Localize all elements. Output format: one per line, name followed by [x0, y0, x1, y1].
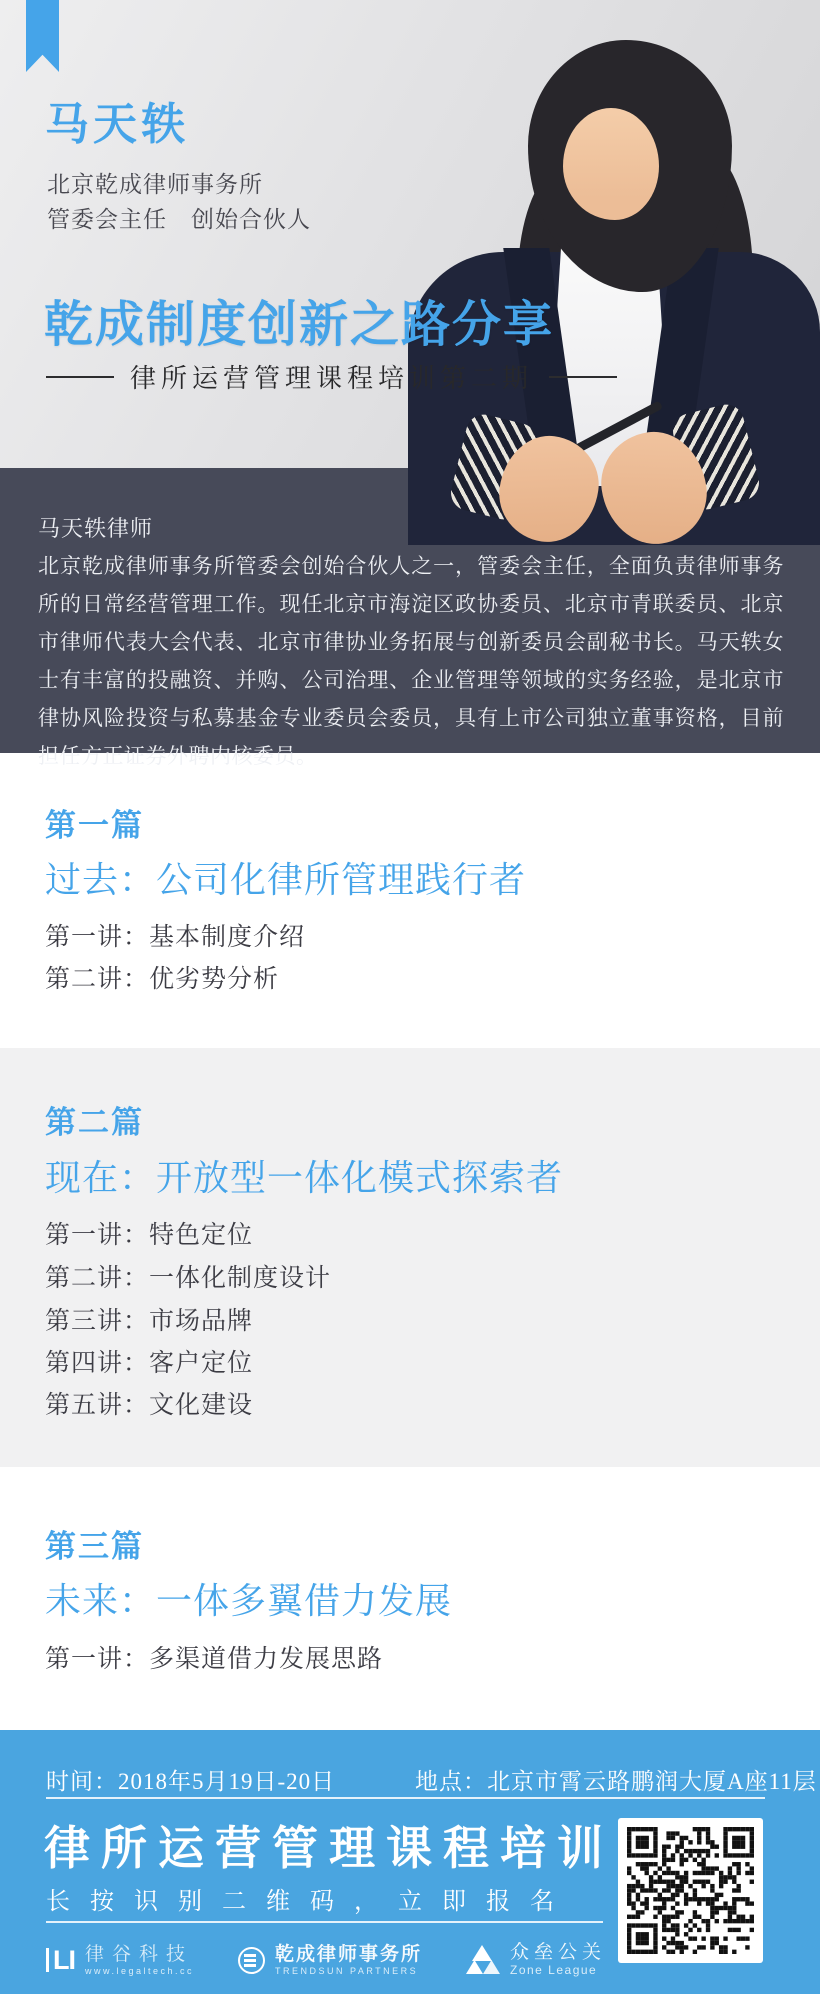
section2-lecture-4: 第四讲：客户定位 — [45, 1349, 254, 1377]
poster-subtitle-row — [46, 358, 617, 395]
zone-league-sub: Zone League — [509, 1963, 598, 1978]
event-time: 时间：2018年5月19日-20日 — [46, 1769, 336, 1794]
zone-league-triangles-icon — [466, 1945, 500, 1975]
footer-course-title: 律所运营管理课程培训 — [44, 1823, 614, 1874]
bookmark-ribbon-icon — [26, 0, 59, 72]
footer-divider-bottom — [46, 1921, 603, 1923]
qr-code[interactable] — [618, 1818, 763, 1963]
subtitle-dash-right — [549, 376, 617, 378]
poster-title: 乾成制度创新之路分享 — [44, 298, 555, 352]
speaker-name: 马天轶 — [45, 100, 189, 149]
section2-lecture-3: 第三讲：市场品牌 — [45, 1307, 254, 1335]
section3-title: 未来：一体多翼借力发展 — [45, 1580, 453, 1621]
trendsun-sub: TRENDSUN PARTNERS — [275, 1965, 419, 1976]
footer-divider-top — [46, 1797, 765, 1799]
section1-title: 过去：公司化律所管理践行者 — [45, 859, 527, 900]
poster-subtitle: 律所运营管理课程培训第二期 — [130, 364, 534, 393]
section2-lecture-2: 第二讲：一体化制度设计 — [45, 1264, 332, 1292]
trendsun-circle-icon — [238, 1947, 265, 1974]
section3-lecture-1: 第一讲：多渠道借力发展思路 — [45, 1645, 384, 1673]
header-section — [0, 0, 820, 468]
bio-heading: 马天轶律师 — [38, 516, 154, 541]
bio-text: 北京乾成律师事务所管委会创始合伙人之一，管委会主任，全面负责律师事务所的日常经营管理工作。现任北京市海淀区政协委员、北京市青联委员、北京市律师代表大会代表、北京市律协业务拓展与创新委员会副秘书长。马天轶女士有丰富的投融资、并购、公司治理、企业管理等领域的实务经验，是北京市律协风险投资与私募基金专业委员会委员，具有上市公司独立董事资格，目前担任方正证券外聘内核委员。 — [38, 555, 784, 768]
section2-title: 现在：开放型一体化模式探索者 — [45, 1157, 564, 1198]
photo-face — [563, 108, 659, 220]
footer-section — [0, 1730, 820, 1994]
section1-part-label: 第一篇 — [45, 808, 144, 843]
subtitle-dash-left — [46, 376, 114, 378]
legaltech-li-icon: LI — [46, 1948, 75, 1972]
section3-part-label: 第三篇 — [45, 1529, 144, 1564]
speaker-role: 管委会主任 创始合伙人 — [47, 206, 311, 232]
legaltech-url: www.legaltech.cc — [85, 1965, 195, 1976]
trendsun-name: 乾成律师事务所 — [275, 1943, 423, 1965]
logo-legaltech — [46, 1944, 194, 1976]
section2-lecture-1: 第一讲：特色定位 — [45, 1221, 254, 1249]
footer-cta: 长按识别二维码，立即报名 — [46, 1889, 574, 1915]
logo-zone-league — [466, 1942, 606, 1978]
footer-logos-row — [46, 1930, 606, 1990]
section1-lecture-1: 第一讲：基本制度介绍 — [45, 923, 306, 951]
section2-lecture-5: 第五讲：文化建设 — [45, 1391, 254, 1419]
legaltech-name: 律谷科技 — [85, 1943, 194, 1965]
zone-league-name: 众垒公关 — [509, 1942, 606, 1964]
section1-lecture-2: 第二讲：优劣势分析 — [45, 965, 280, 993]
speaker-org: 北京乾成律师事务所 — [47, 171, 263, 197]
section2-part-label: 第二篇 — [45, 1105, 144, 1140]
logo-trendsun — [238, 1944, 422, 1976]
event-location: 地点：北京市霄云路鹏润大厦A座11层 — [415, 1769, 817, 1794]
speaker-photo — [350, 0, 820, 545]
